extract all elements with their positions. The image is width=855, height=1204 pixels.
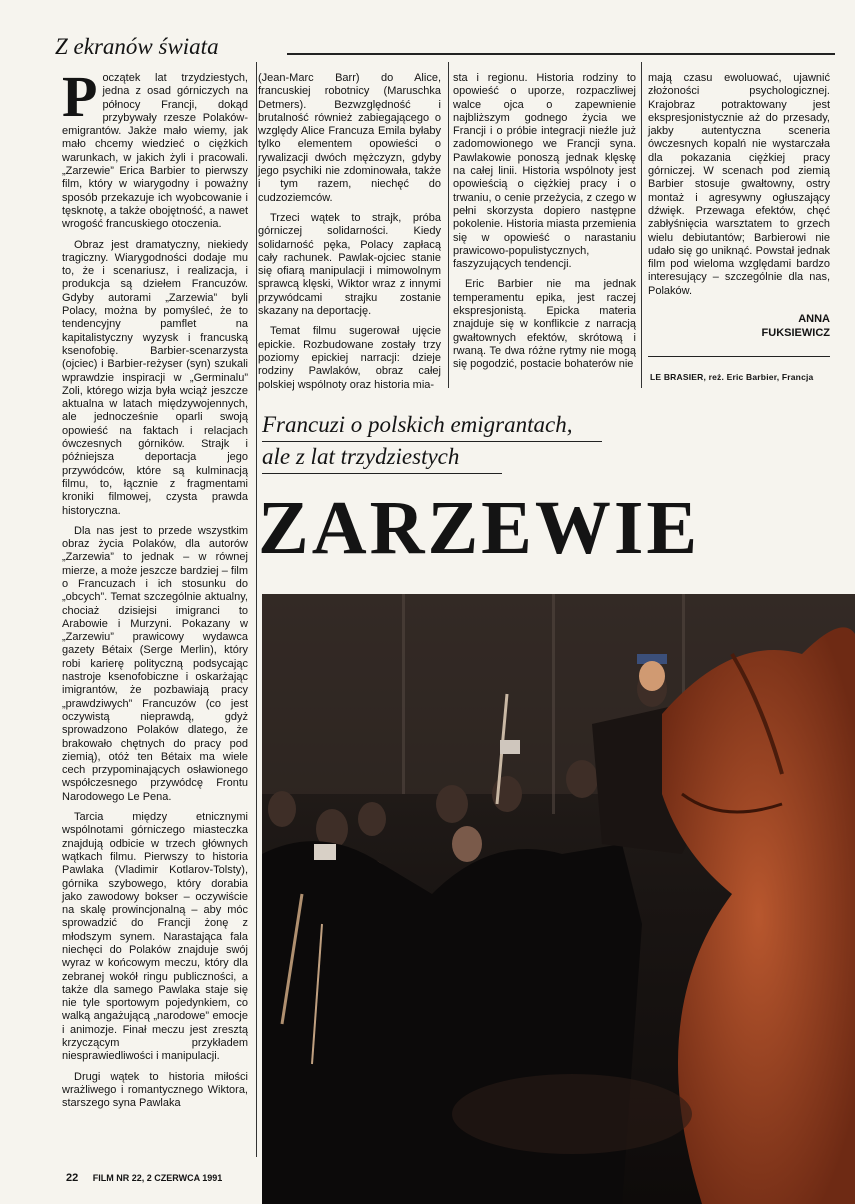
column-divider bbox=[448, 62, 449, 388]
drop-cap: P bbox=[62, 64, 98, 129]
article-column-1 bbox=[62, 64, 248, 1162]
photo-caption: LE BRASIER, reż. Eric Barbier, Francja bbox=[650, 372, 814, 382]
column-divider bbox=[256, 62, 257, 1157]
article-paragraph: Drugi wątek to historia miłości wrażliwego i romantycznego Wiktora, starszego syna Pawlaka bbox=[62, 1070, 248, 1110]
article-paragraph: Początek lat trzydziestych, jedna z osad górniczych na północy Francji, dokąd przybywały rzesze Polaków-emigrantów. Jakże mało wiemy, jak mało chcemy wiedzieć o ciężkich warunkach, w jakich żyli i pracowali. „Zarzewie” Erica Barbier to pierwszy film, który w wiarygodny i poważny sposób przekazuje ich wyobcowanie i tęsknotę, a także obojętność, a nawet wrogość francuskiego otoczenia. bbox=[62, 64, 248, 231]
page-footer bbox=[66, 1172, 222, 1184]
film-still-photo bbox=[262, 594, 855, 1204]
article-column-3 bbox=[453, 72, 636, 379]
article-paragraph: (Jean-Marc Barr) do Alice, francuskiej robotnicy (Maruschka Detmers). Bezwzględność i brutalność również zabiegającego o względy Alice Francuza Emila byłaby tylko elementem opowieści o rywalizacji dwóch mężczyzn, gdyby jego psychiki nie zdominowała, także i tym razem, niechęć do cudzoziemców. bbox=[258, 72, 441, 204]
article-paragraph: Obraz jest dramatyczny, niekiedy tragiczny. Wiarygodności dodaje mu to, że i scenariusz, i realizacja, i produkcja są dziełem Francuzów. Gdyby autorami „Zarzewia” byli Polacy, można by pomyśleć, że to tendencyjny pamflet na kapitalistyczny wyzysk i francuską ksenofobię. Barbier-scenarzysta (ojciec) i Barbier-reżyser (syn) szukali wprawdzie inspiracji w „Germinalu” Zoli, którego wizja była wciąż jeszcze aktualna w latach międzywojennych, ale jednocześnie oparli swoją opowieść na faktach i relacjach ówczesnych górników. Strajk i późniejsza deportacja jego przywódców, które są kulminacją filmu, to, łącznie z fragmentami kroniki filmowej, czysta prawda historyczna. bbox=[62, 238, 248, 517]
kicker-underline bbox=[262, 473, 502, 474]
article-paragraph: Trzeci wątek to strajk, próba górniczej solidarności. Kiedy solidarność pęka, Polacy zapłacą cały rachunek. Pawlak-ojciec stanie się ofiarą manipulacji i mimowolnym sprawcą klęski, Wiktor wraz z innymi przywódcami strajku zostanie skazany na deportację. bbox=[258, 211, 441, 318]
article-column-4 bbox=[648, 72, 830, 305]
article-paragraph: Dla nas jest to przede wszystkim obraz życia Polaków, dla autorów „Zarzewia” to jednak – w równej mierze, a może jeszcze bardziej – film o Francuzach i ich stosunku do „obcych”. Temat szczególnie aktualny, chociaż dzisiejsi imigranci to Arabowie i Murzyni. Pokazany w „Zarzewiu” prawicowy wydawca gazety Bétaix (Serge Merlin), który robi karierę polityczną podsycając nastroje ksenofobiczne i oskarżając imigrantów, że pozbawiają pracy „prawdziwych” Francuzów (co jest oczywistą nieprawdą, gdyż sprowadzono Polaków dlatego, że brakowało chętnych do pracy pod ziemią), otóż ten Bétaix ma wiele cech przypominających osławionego współczesnego przywódcę Frontu Narodowego Le Pena. bbox=[62, 524, 248, 803]
kicker-line-1: Francuzi o polskich emigrantach, bbox=[262, 412, 573, 437]
article-paragraph: Eric Barbier nie ma jednak temperamentu epika, jest raczej ekspresjonistą. Epicka materia znajduje się w konflikcie z narracją gwałtownych efektów, skrótową i rwaną. Te dwa różne rytmy nie mogą się pogodzić, postacie bohaterów nie bbox=[453, 278, 636, 371]
kicker-underline bbox=[262, 441, 602, 442]
section-title: Z ekranów świata bbox=[55, 34, 219, 59]
column-divider bbox=[641, 62, 642, 388]
author-first-name: ANNA bbox=[798, 313, 830, 325]
issue-info: FILM NR 22, 2 CZERWCA 1991 bbox=[92, 1173, 223, 1183]
page-number: 22 bbox=[66, 1172, 79, 1184]
author-last-name: FUKSIEWICZ bbox=[761, 327, 830, 339]
section-rule bbox=[287, 53, 835, 55]
article-paragraph: mają czasu ewoluować, ujawnić złożoności psychologicznej. Krajobraz potraktowany jest ekspresjonistycznie aż do przesady, jakby autentyczna sceneria ówczesnych kopalń nie wystarczała dla pokazania ciężkiej pracy górniczej. W scenach pod ziemią Barbier stosuje gwałtowny, ostry montaż i agresywny ogłuszający dźwięk. Przewaga efektów, chęć zabłyśnięcia warsztatem to grzech wielu debiutantów; Barbierowi nie udało się go uniknąć. Powstał jednak film pod wieloma względami bardzo interesujący – szczególnie dla nas, Polaków. bbox=[648, 72, 830, 297]
article-paragraph: Tarcia między etnicznymi wspólnotami górniczego miasteczka znajdują odbicie w trzech głównych wątkach filmu. Pierwszy to historia Pawlaka (Vladimir Kotlarov-Tolsty), górnika szybowego, który dorabia jako zawodowy bokser – oczywiście na skalę prowincjonalną – aby móc sprowadzić do Francji żonę z młodszym synem. Narastająca fala niechęci do Polaków znajduje swój wyraz w końcowym meczu, który dla zebranej wokół ringu publiczności, a także dla samego Pawlaka staje się nie tyle sportowym pojedynkiem, co walką angażującą „narodowe” emocje i animozje. Finał meczu jest zresztą krzyczącym przykładem niesprawiedliwości i manipulacji. bbox=[62, 811, 248, 1063]
kicker-line-2: ale z lat trzydziestych bbox=[262, 444, 460, 469]
article-paragraph: Temat filmu sugerował ujęcie epickie. Rozbudowane zostały trzy poziomy epickiej narracji: dzieje rodziny Pawlaków, obraz całej polskiej wspólnoty oraz historia mia- bbox=[258, 325, 441, 391]
article-paragraph: sta i regionu. Historia rodziny to opowieść o uporze, rozpaczliwej walce ojca o zapewnienie najbliższym godnego życia we Francji i o próbie integracji nieźle już zadomowionego we Francji syna. Pawlakowie ponoszą jednak klęskę na całej linii. Historia wspólnoty jest opowieścią o ciężkiej pracy i o trwaniu, o cenie przeżycia, z czego w pełni skorzysta dopiero następne pokolenie. Historia miasta przemienia się w opowieść o narastaniu prawicowo-populistycznych, faszyzujących tendencji. bbox=[453, 72, 636, 271]
article-column-2 bbox=[258, 72, 441, 399]
headline: ZARZEWIE bbox=[258, 486, 701, 570]
byline bbox=[700, 312, 830, 340]
caption-rule bbox=[648, 356, 830, 357]
